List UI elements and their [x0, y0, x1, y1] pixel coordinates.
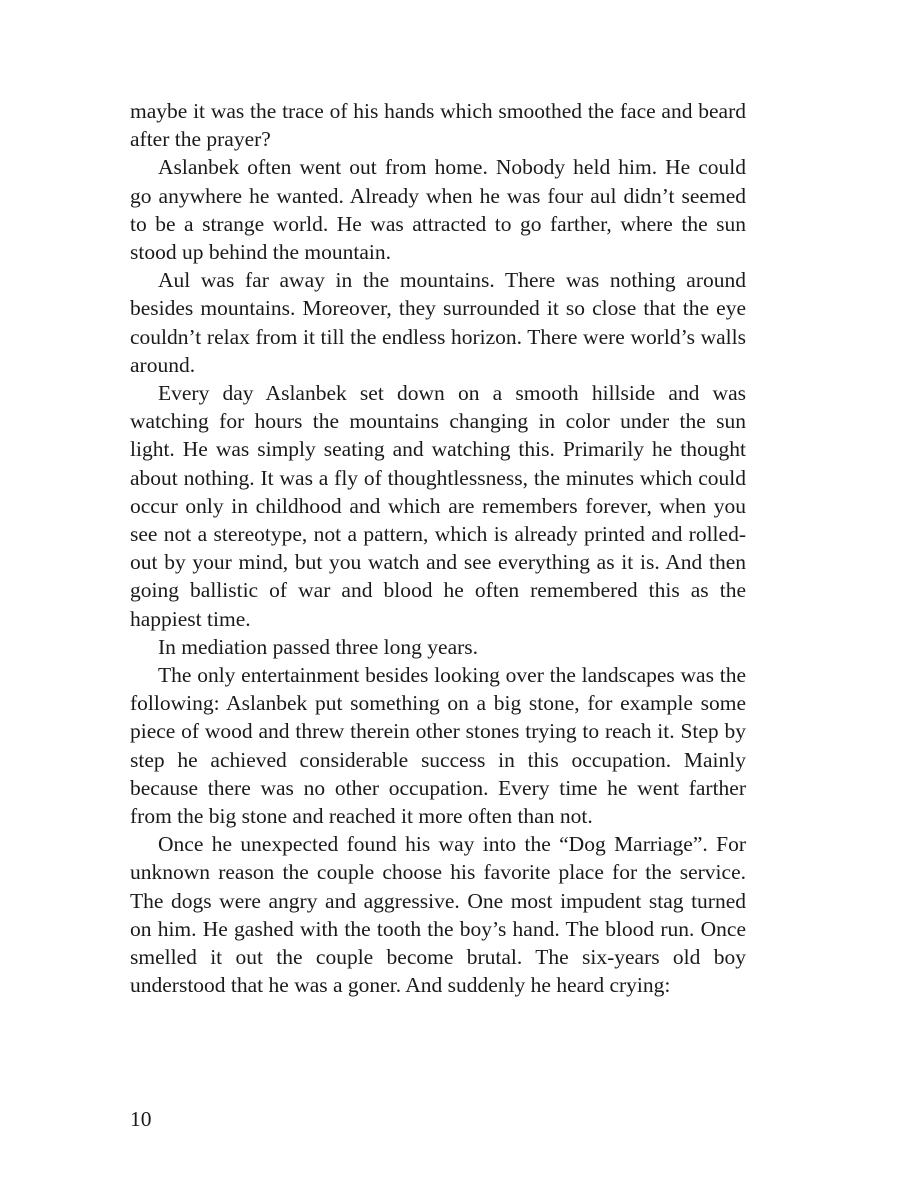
paragraph-4: Every day Aslanbek set down on a smooth hillside and was watching for hours the mountains changing in color under the sun light. He was simply seating and watching this. Primarily he thought about nothing. It was a fly of thoughtlessness, the minutes which could occur only in childhood and which are remembers forever, when you see not a stereotype, not a pattern, which is already printed and rolled-out by your mind, but you watch and see everything as it is. And then going ballistic of war and blood he often remembered this as the happiest time. [130, 381, 746, 631]
page-body [130, 97, 746, 1000]
paragraph-7: Once he unexpected found his way into the “Dog Marriage”. For unknown reason the couple choose his favorite place for the service. The dogs were angry and aggressive. One most impudent stag turned on him. He gashed with the tooth the boy’s hand. The blood run. Once smelled it out the couple become brutal. The six-years old boy understood that he was a goner. And suddenly he heard crying: [130, 832, 746, 998]
page-number: 10 [130, 1107, 152, 1131]
paragraph-1: maybe it was the trace of his hands which smoothed the face and beard after the prayer? [130, 99, 746, 152]
paragraph-3: Aul was far away in the mountains. There was nothing around besides mountains. Moreover, they surrounded it so close that the eye couldn’t relax from it till the endless horizon. There were world’s walls around. [130, 268, 746, 377]
paragraph-6: The only entertainment besides looking over the landscapes was the following: Aslanbek put something on a big stone, for example some piece of wood and threw therein other stones trying to reach it. Step by step he achieved considerable success in this occupation. Mainly because there was no other occupation. Every time he went farther from the big stone and reached it more often than not. [130, 663, 746, 829]
paragraph-2: Aslanbek often went out from home. Nobody held him. He could go anywhere he wanted. Already when he was four aul didn’t seemed to be a strange world. He was attracted to go farther, where the sun stood up behind the mountain. [130, 155, 746, 265]
paragraph-5: In mediation passed three long years. [158, 634, 479, 659]
